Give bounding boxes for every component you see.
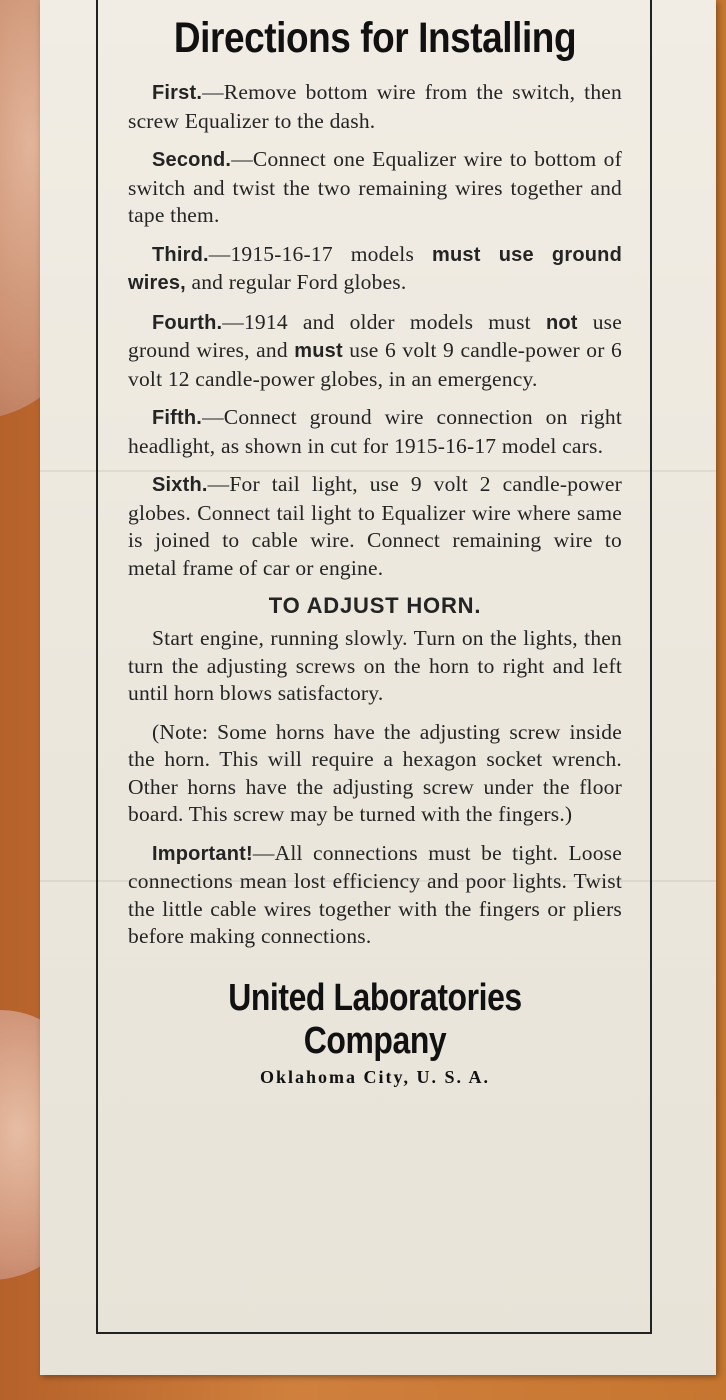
step-lead: First. xyxy=(152,82,203,104)
step-text: —For tail light, use 9 volt 2 candle-power globes. Connect tail light to Equalizer wire where same is joined to cable wire. Connect remaining wire to metal frame of car or engine. xyxy=(128,472,622,580)
important-lead: Important! xyxy=(152,842,253,865)
step-lead: Second. xyxy=(152,149,232,171)
important-paragraph xyxy=(128,840,622,951)
step-text: —1914 and older models must xyxy=(222,309,546,334)
step-fourth xyxy=(128,309,622,394)
emphasis-text: not xyxy=(545,311,578,334)
step-text: —1915-16-17 models xyxy=(208,241,432,266)
step-text: use 6 volt 9 candle-power or 6 volt 12 candle-power globes, in an emergency. xyxy=(128,338,622,391)
step-lead: Fourth. xyxy=(152,311,223,334)
step-first xyxy=(128,79,622,135)
step-lead: Third. xyxy=(152,243,209,266)
page-title: Directions for Installing xyxy=(173,14,577,62)
company-name: United Laboratories Company xyxy=(228,976,522,1062)
step-lead: Fifth. xyxy=(152,407,203,429)
step-sixth xyxy=(128,471,622,582)
horn-paragraph: Start engine, running slowly. Turn on the lights, then turn the adjusting screws on the horn to right and left until horn blows satisfactory. xyxy=(128,626,622,705)
company-city: Oklahoma City, U. S. A. xyxy=(259,1066,491,1087)
step-lead: Sixth. xyxy=(152,474,208,496)
emphasis-text: must xyxy=(294,340,343,362)
step-text: —Connect ground wire connection on right headlight, as shown in cut for 1915-16-17 model cars. xyxy=(128,405,622,458)
step-text: —Connect one Equalizer wire to bottom of switch and twist the two remaining wires together and tape them. xyxy=(128,147,622,227)
horn-note: (Note: Some horns have the adjusting screw inside the horn. This will require a hexagon socket wrench. Other horns have the adjusting screw under the floor board. This screw may be turned with the fingers.) xyxy=(128,719,622,826)
step-fifth xyxy=(128,404,622,460)
step-text: use ground wires, and xyxy=(128,309,622,362)
step-text: and regular Ford globes. xyxy=(185,270,407,294)
step-second xyxy=(128,146,622,230)
important-text: —All connections must be tight. Loose connections mean lost efficiency and poor lights. Twist the little cable wires together with the fingers or pliers before making connections. xyxy=(128,840,622,948)
step-third xyxy=(128,241,622,298)
document-body xyxy=(128,14,622,1088)
horn-heading: TO ADJUST HORN. xyxy=(268,593,482,618)
step-text: —Remove bottom wire from the switch, then screw Equalizer to the dash. xyxy=(128,80,622,133)
emphasis-text: must use ground wires, xyxy=(128,243,622,294)
